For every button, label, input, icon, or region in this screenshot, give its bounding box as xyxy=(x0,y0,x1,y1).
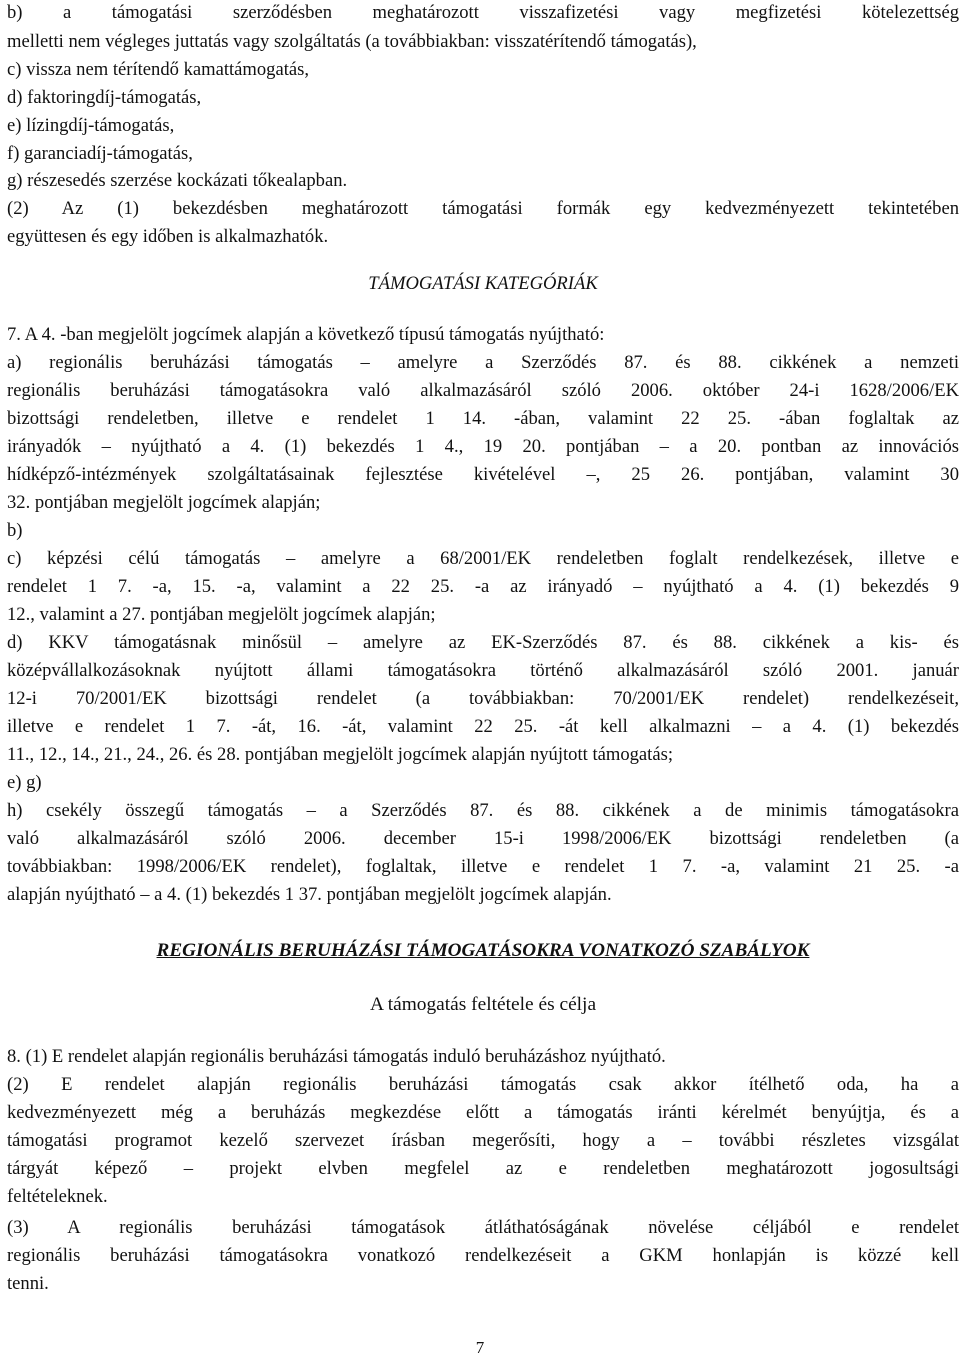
text-line: 7. A 4. -ban megjelölt jogcímek alapján a következő típusú támogatás nyújtható: xyxy=(7,324,605,345)
text-line: e) lízingdíj-támogatás, xyxy=(7,115,175,136)
text-line: továbbiakban: 1998/2006/EK rendelet), foglaltak, illetve e rendelet 1 7. -a, valamint 21 25. -a xyxy=(7,856,959,877)
text-line: regionális beruházási támogatásokra vonatkozó rendelkezéseit a GKM honlapján is közzé kell xyxy=(7,1245,959,1266)
text-line: való alkalmazásáról szóló 2006. december 15-i 1998/2006/EK bizottsági rendeletben (a xyxy=(7,828,959,849)
text-line: (2) Az (1) bekezdésben meghatározott támogatási formák egy kedvezményezett tekintetében xyxy=(7,198,959,219)
text-line: tárgyát képező – projekt elvben megfelel az e rendeletben meghatározott jogosultsági xyxy=(7,1158,959,1179)
text-line: e) g) xyxy=(7,772,42,793)
text-line: alapján nyújtható – a 4. (1) bekezdés 1 37. pontjában megjelölt jogcímek alapján. xyxy=(7,884,612,905)
subsection-heading: A támogatás feltétele és célja xyxy=(369,994,597,1015)
page-number: 7 xyxy=(475,1338,485,1357)
text-line: együttesen és egy időben is alkalmazhatók. xyxy=(7,226,329,247)
text-line: feltételeknek. xyxy=(7,1186,108,1207)
text-line: h) csekély összegű támogatás – a Szerződés 87. és 88. cikkének a de minimis támogatásokra xyxy=(7,800,959,821)
text-line: b) a támogatási szerződésben meghatározott visszafizetési vagy megfizetési kötelezettség xyxy=(7,2,959,23)
text-line: g) részesedés szerzése kockázati tőkealapban. xyxy=(7,170,348,191)
text-line: d) KKV támogatásnak minősül – amelyre az EK-Szerződés 87. és 88. cikkének a kis- és xyxy=(7,632,959,653)
text-line: illetve e rendelet 1 7. -át, 16. -át, valamint 22 25. -át kell alkalmazni – a 4. (1) bekezdés xyxy=(7,716,959,737)
text-line: rendelet 1 7. -a, 15. -a, valamint a 22 25. -a az irányadó – nyújtható a 4. (1) bekezdés 9 xyxy=(7,576,959,597)
text-line: irányadók – nyújtható a 4. (1) bekezdés 1 4., 19 20. pontjában – a 20. pontban az innovációs xyxy=(7,436,959,457)
text-line: tenni. xyxy=(7,1273,49,1294)
section-heading: TÁMOGATÁSI KATEGÓRIÁK xyxy=(368,273,598,294)
text-line: (2) E rendelet alapján regionális beruházási támogatás csak akkor ítélhető oda, ha a xyxy=(7,1074,959,1095)
section-heading: REGIONÁLIS BERUHÁZÁSI TÁMOGATÁSOKRA VONATKOZÓ SZABÁLYOK xyxy=(156,940,810,961)
text-line: 11., 12., 14., 21., 24., 26. és 28. pontjában megjelölt jogcímek alapján nyújtott támogatás; xyxy=(7,744,673,765)
text-line: kedvezményezett még a beruházás megkezdése előtt a támogatás iránti kérelmét benyújtja, és a xyxy=(7,1102,959,1123)
text-line: 32. pontjában megjelölt jogcímek alapján; xyxy=(7,492,321,513)
text-line: bizottsági rendeletben, illetve e rendelet 1 14. -ában, valamint 22 25. -ában foglaltak az xyxy=(7,408,959,429)
text-line: f) garanciadíj-támogatás, xyxy=(7,143,193,164)
text-line: 8. (1) E rendelet alapján regionális beruházási támogatás induló beruházáshoz nyújtható. xyxy=(7,1046,666,1067)
text-line: a) regionális beruházási támogatás – amelyre a Szerződés 87. és 88. cikkének a nemzeti xyxy=(7,352,959,373)
text-line: c) képzési célú támogatás – amelyre a 68/2001/EK rendeletben foglalt rendelkezések, illetve e xyxy=(7,548,959,569)
text-line: c) vissza nem térítendő kamattámogatás, xyxy=(7,59,310,80)
text-line: középvállalkozásoknak nyújtott állami támogatásokra történő alkalmazásáról szóló 2001. január xyxy=(7,660,959,681)
text-line: melletti nem végleges juttatás vagy szolgáltatás (a továbbiakban: visszatérítendő támogatás), xyxy=(7,31,697,52)
text-line: regionális beruházási támogatásokra való alkalmazásáról szóló 2006. október 24-i 1628/2006/EK xyxy=(7,380,959,401)
text-line: d) faktoringdíj-támogatás, xyxy=(7,87,202,108)
text-line: 12., valamint a 27. pontjában megjelölt jogcímek alapján; xyxy=(7,604,436,625)
text-line: b) xyxy=(7,520,23,541)
text-line: (3) A regionális beruházási támogatások átláthatóságának növelése céljából e rendelet xyxy=(7,1217,959,1238)
text-line: 12-i 70/2001/EK bizottsági rendelet (a továbbiakban: 70/2001/EK rendelet) rendelkezéseit, xyxy=(7,688,959,709)
text-line: hídképző-intézmények szolgáltatásainak fejlesztése kivételével –, 25 26. pontjában, valamint 30 xyxy=(7,464,959,485)
text-line: támogatási programot kezelő szervezet írásban megerősíti, hogy a – további részletes vizsgálat xyxy=(7,1130,959,1151)
